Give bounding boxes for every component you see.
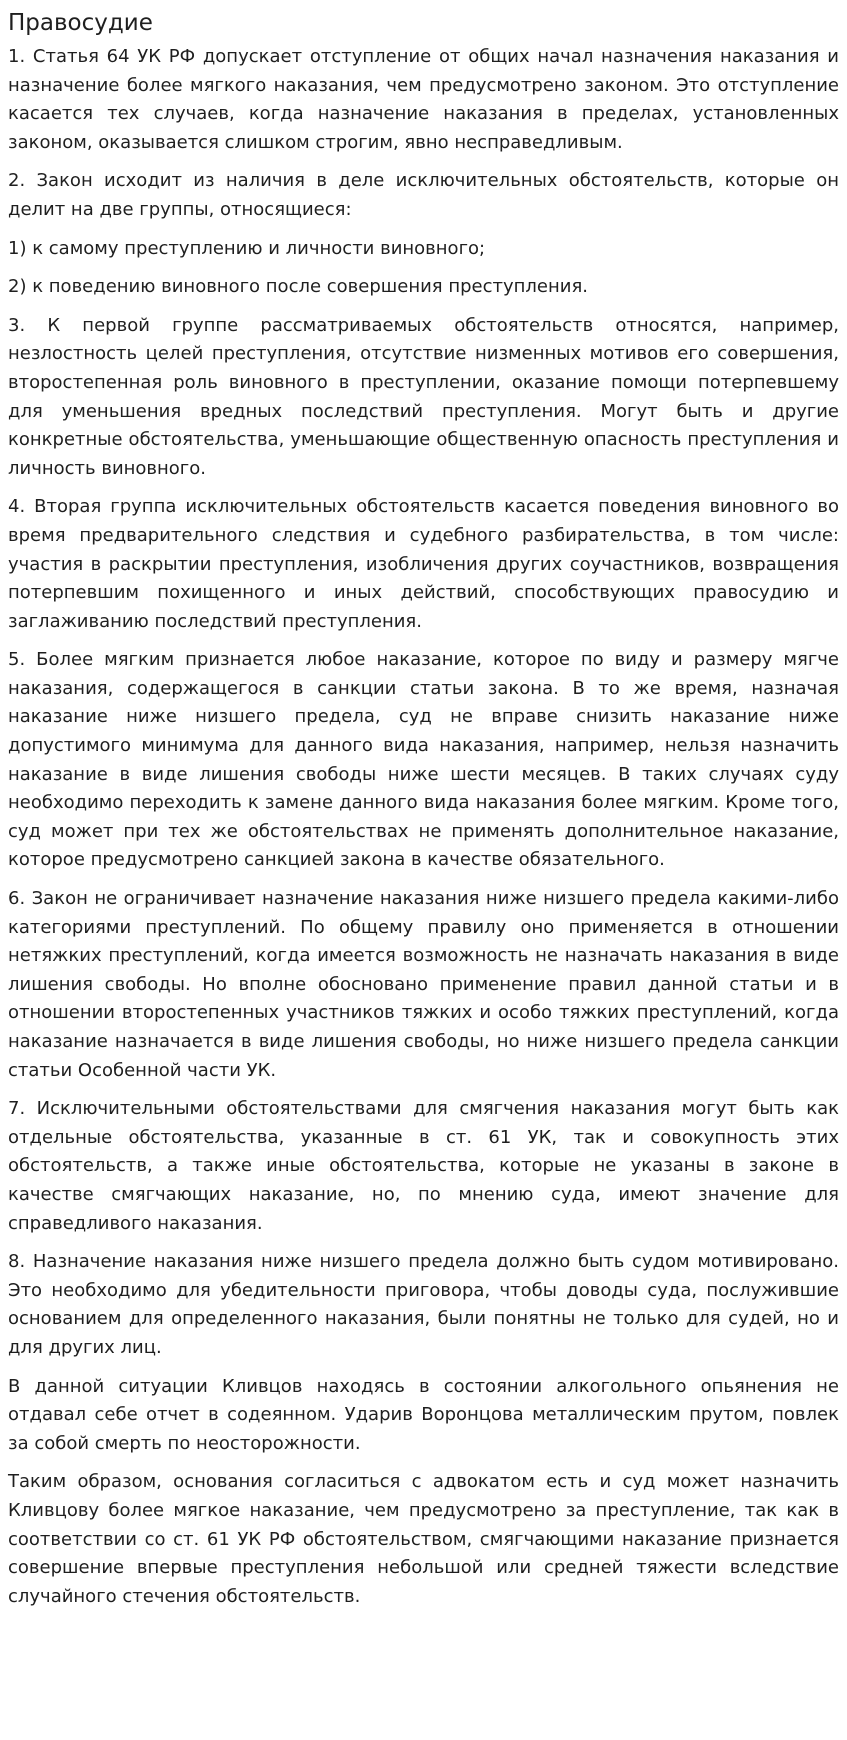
paragraph-2-item-1: 1) к самому преступлению и личности виновного;: [8, 237, 486, 259]
paragraph-5: 5. Более мягким признается любое наказание, которое по виду и размеру мягче наказания, содержащегося в санкции статьи закона. В то же время, назначая наказание ниже низшего предела, суд не вправе снизить наказание ниже допустимого минимума для данного вида наказания, например, нельзя назначить наказание в виде лишения свободы ниже шести месяцев. В таких случаях суду необходимо переходить к замене данного вида наказания более мягким. Кроме того, суд может при тех же обстоятельствах не применять дополнительное наказание, которое предусмотрено санкцией закона в качестве обязательного.: [8, 649, 839, 871]
paragraph-3: 3. К первой группе рассматриваемых обстоятельств относятся, например, незлостность целей преступления, отсутствие низменных мотивов его совершения, второстепенная роль виновного в преступлении, оказание помощи потерпевшему для уменьшения вредных последствий преступления. Могут быть и другие конкретные обстоятельства, уменьшающие общественную опасность преступления и личность виновного.: [8, 314, 839, 479]
paragraph-4: 4. Вторая группа исключительных обстоятельств касается поведения виновного во время предварительного следствия и судебного разбирательства, в том числе: участия в раскрытии преступления, изобличения других соучастников, возвращения потерпевшим похищенного и иных действий, способствующих правосудию и заглаживанию последствий преступления.: [8, 496, 839, 632]
paragraph-8: 8. Назначение наказания ниже низшего предела должно быть судом мотивировано. Это необходимо для убедительности приговора, чтобы доводы суда, послужившие основанием для определенного наказания, были понятны не только для судей, но и для других лиц.: [8, 1251, 839, 1358]
document-title: Правосудие: [8, 10, 153, 36]
paragraph-2-item-2: 2) к поведению виновного после совершения преступления.: [8, 276, 589, 298]
paragraph-6: 6. Закон не ограничивает назначение наказания ниже низшего предела какими-либо категориями преступлений. По общему правилу оно применяется в отношении нетяжких преступлений, когда имеется возможность не назначать наказания в виде лишения свободы. Но вполне обосновано применение правил данной статьи и в отношении второстепенных участников тяжких и особо тяжких преступлений, когда наказание назначается в виде лишения свободы, но ниже низшего предела санкции статьи Особенной части УК.: [8, 888, 839, 1081]
situation-paragraph: В данной ситуации Кливцов находясь в состоянии алкогольного опьянения не отдавал себе отчет в содеянном. Ударив Воронцова металлическим прутом, повлек за собой смерть по неосторожности.: [8, 1375, 839, 1454]
conclusion-paragraph: Таким образом, основания согласиться с адвокатом есть и суд может назначить Кливцову более мягкое наказание, чем предусмотрено за преступление, так как в соответствии со ст. 61 УК РФ обстоятельством, смягчающими наказание признается совершение впервые преступления небольшой или средней тяжести вследствие случайного стечения обстоятельств.: [8, 1471, 839, 1607]
paragraph-2: 2. Закон исходит из наличия в деле исключительных обстоятельств, которые он делит на две группы, относящиеся:: [8, 170, 839, 220]
paragraph-7: 7. Исключительными обстоятельствами для смягчения наказания могут быть как отдельные обстоятельства, указанные в ст. 61 УК, так и совокупность этих обстоятельств, а также иные обстоятельства, которые не указаны в законе в качестве смягчающих наказание, но, по мнению суда, имеют значение для справедливого наказания.: [8, 1098, 839, 1234]
paragraph-1: 1. Статья 64 УК РФ допускает отступление от общих начал назначения наказания и назначение более мягкого наказания, чем предусмотрено законом. Это отступление касается тех случаев, когда назначение наказания в пределах, установленных законом, оказывается слишком строгим, явно несправедливым.: [8, 46, 839, 153]
